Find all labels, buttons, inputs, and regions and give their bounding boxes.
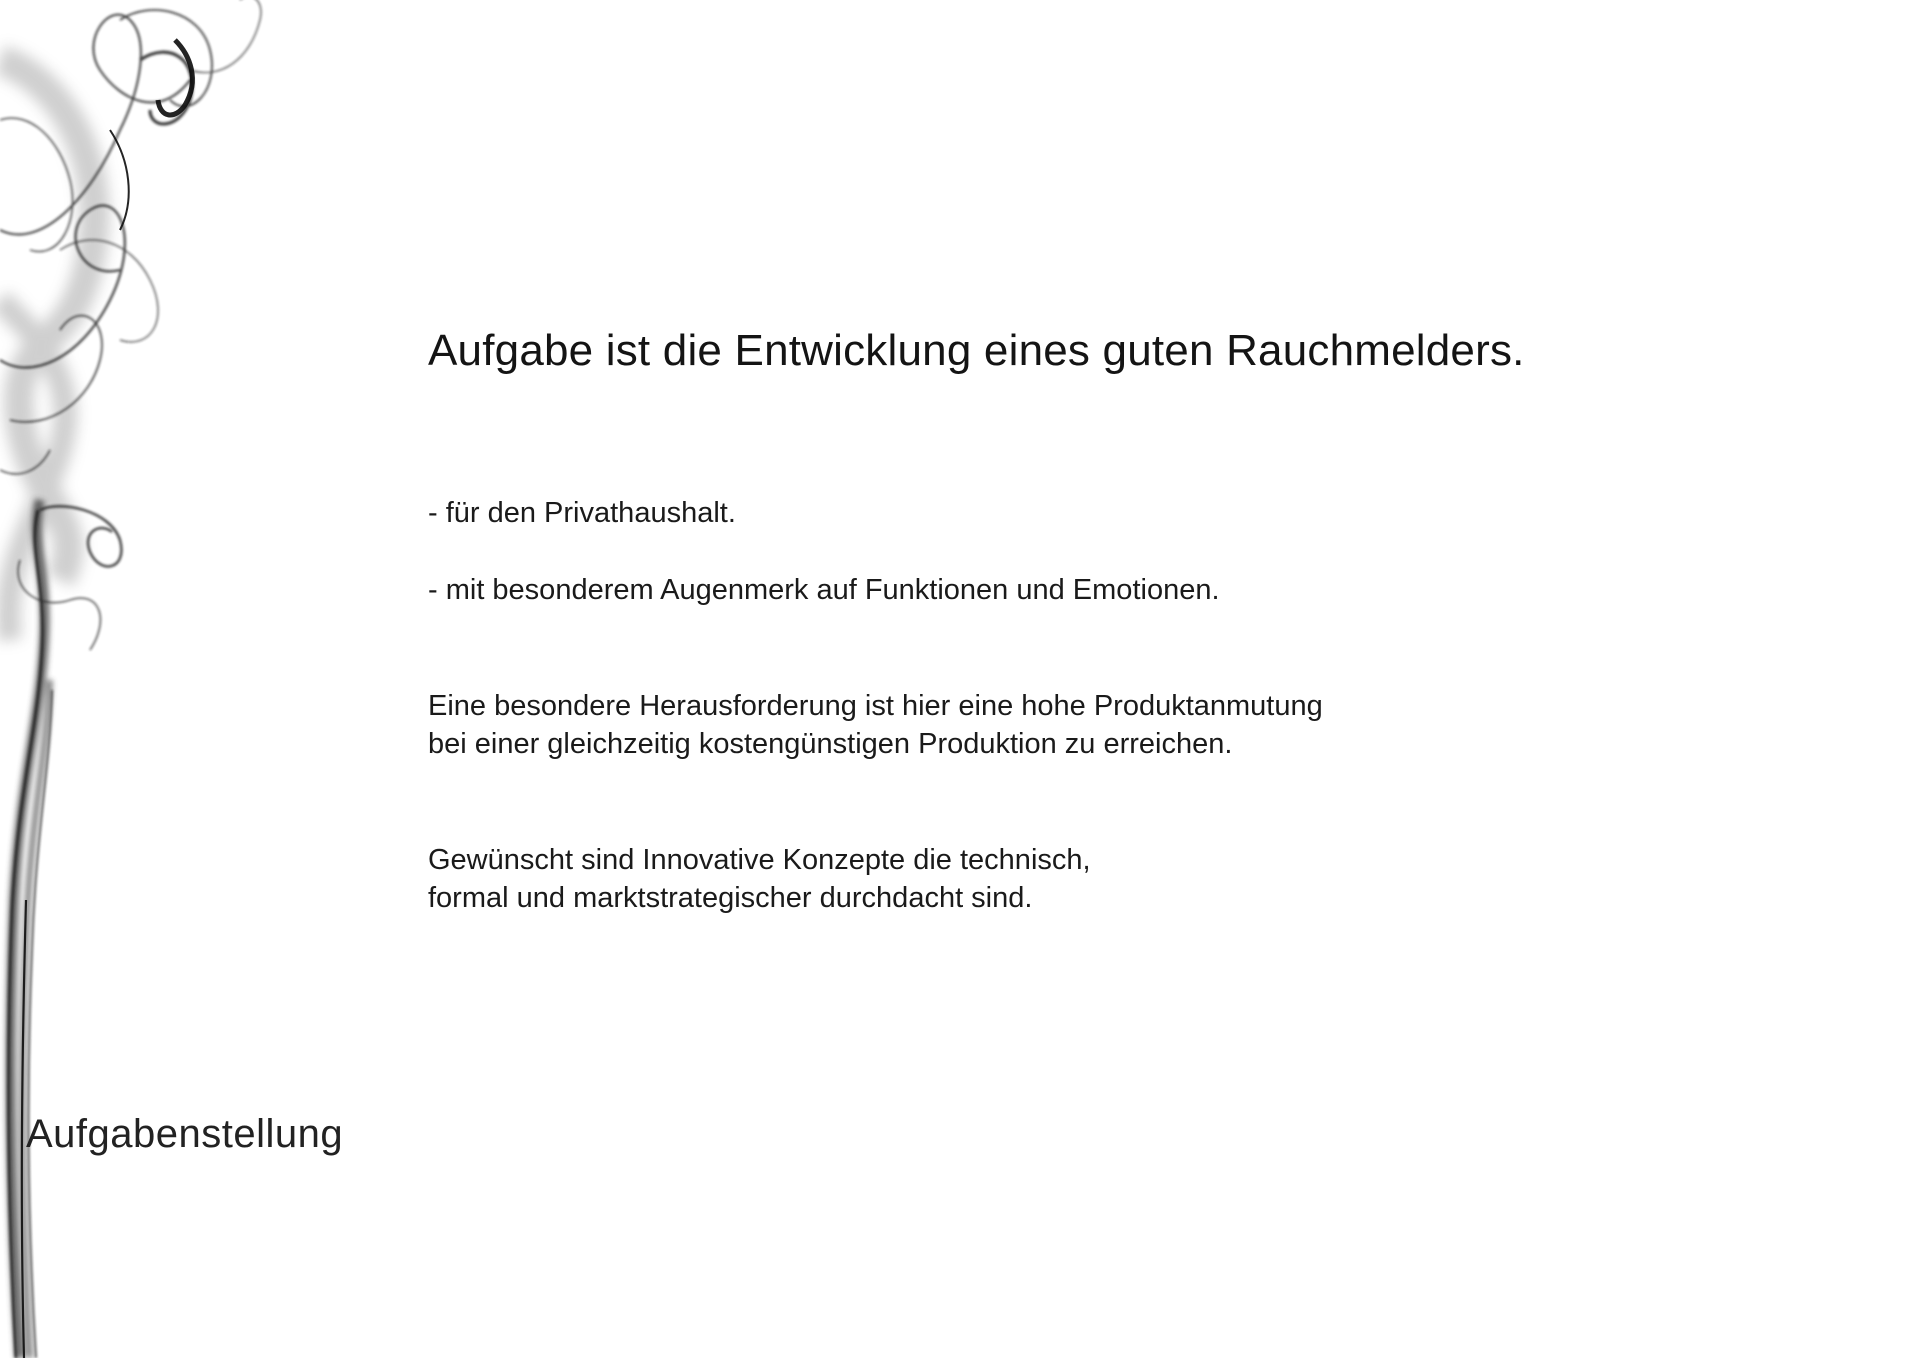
paragraph-concepts <box>428 841 1091 917</box>
paragraph-concepts-line-2: formal und marktstrategischer durchdacht sind. <box>428 882 1033 914</box>
paragraph-concepts-line-1: Gewünscht sind Innovative Konzepte die technisch, <box>428 844 1091 876</box>
headline: Aufgabe ist die Entwicklung eines guten Rauchmelders. <box>428 326 1525 375</box>
paragraph-challenge-line-1: Eine besondere Herausforderung ist hier eine hohe Produktanmutung <box>428 690 1323 722</box>
bullet-functions-emotions: - mit besonderem Augenmerk auf Funktionen und Emotionen. <box>428 574 1220 606</box>
section-label: Aufgabenstellung <box>26 1112 344 1156</box>
bullet-private-household: - für den Privathaushalt. <box>428 497 736 529</box>
paragraph-challenge-line-2: bei einer gleichzeitig kostengünstigen Produktion zu erreichen. <box>428 728 1233 760</box>
paragraph-challenge <box>428 687 1323 763</box>
